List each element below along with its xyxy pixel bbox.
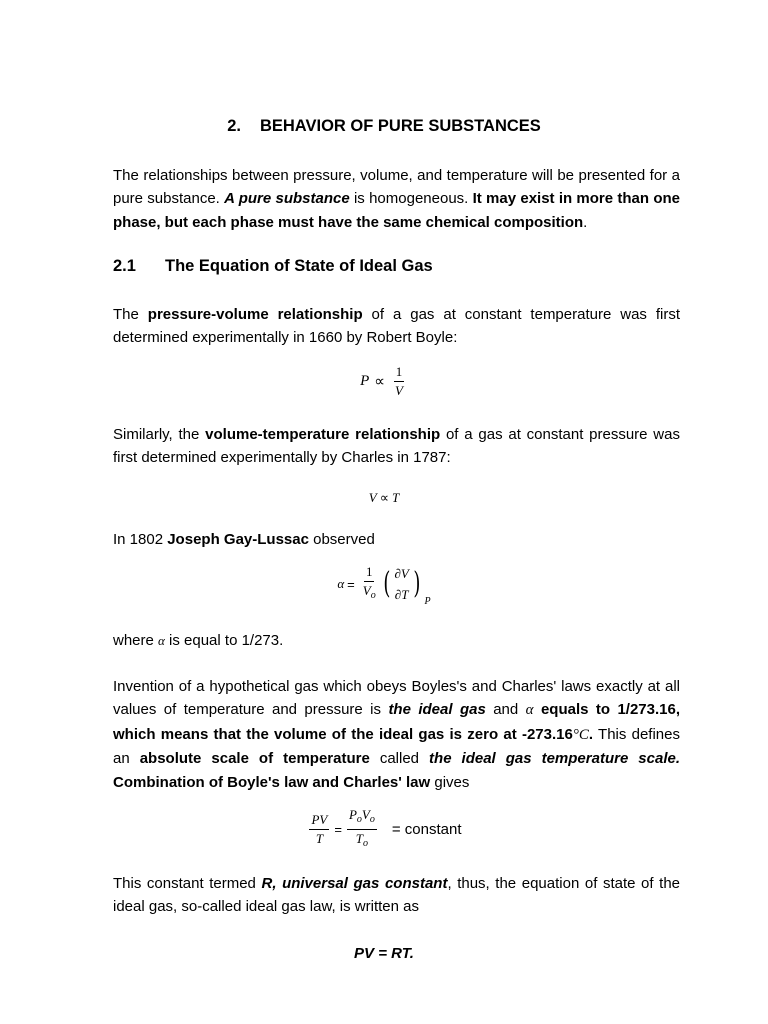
gas-constant-paragraph: This constant termed R, universal gas constant, thus, the equation of state of the ideal gas, so-called ideal gas law, is written as	[113, 875, 681, 916]
section-title: The Equation of State of Ideal Gas	[165, 257, 433, 275]
section-heading	[113, 257, 433, 276]
combined-gas-law-equation: $\frac{PV}{T}$ = $\frac{P_oV_o}{T_o}$ = constant	[311, 806, 462, 849]
intro-paragraph: The relationships between pressure, volume, and temperature will be presented for a pure substance. A pure substance is homogeneous. It may exist in more than one phase, but each phase must have the same chemical composition.	[113, 167, 681, 231]
chapter-number: 2.	[227, 117, 241, 135]
invention-paragraph: Invention of a hypothetical gas which obeys Boyles's and Charles' laws exactly at all values of temperature and pressure is the ideal gas and α equals to 1/273.16, which means that the volume of the ideal gas is zero at -273.16°C. This defines an absolute scale of temperature called the ideal gas temperature scale. Combination of Boyle's law and Charles' law gives	[113, 678, 681, 791]
section-number: 2.1	[113, 257, 136, 275]
alpha-equation: α = $\frac{1}{V_o}$ ( ∂V ∂T ) P	[337, 564, 431, 607]
charles-equation: V ∝ T	[368, 490, 400, 505]
boyle-paragraph: The pressure-volume relationship of a gas at constant temperature was first determined experimentally in 1660 by Robert Boyle:	[113, 306, 680, 347]
boyle-equation: P ∝ $\frac{1}{V}$	[360, 363, 403, 398]
chapter-heading	[0, 117, 768, 136]
where-paragraph: where α is equal to 1/273.	[113, 632, 284, 649]
gay-lussac-paragraph: In 1802 Joseph Gay-Lussac observed	[113, 531, 375, 548]
charles-paragraph: Similarly, the volume-temperature relationship of a gas at constant pressure was first determined experimentally by Charles in 1787:	[113, 426, 680, 467]
ideal-gas-law-equation: PV = RT.	[354, 944, 414, 962]
chapter-title: BEHAVIOR OF PURE SUBSTANCES	[259, 117, 541, 135]
